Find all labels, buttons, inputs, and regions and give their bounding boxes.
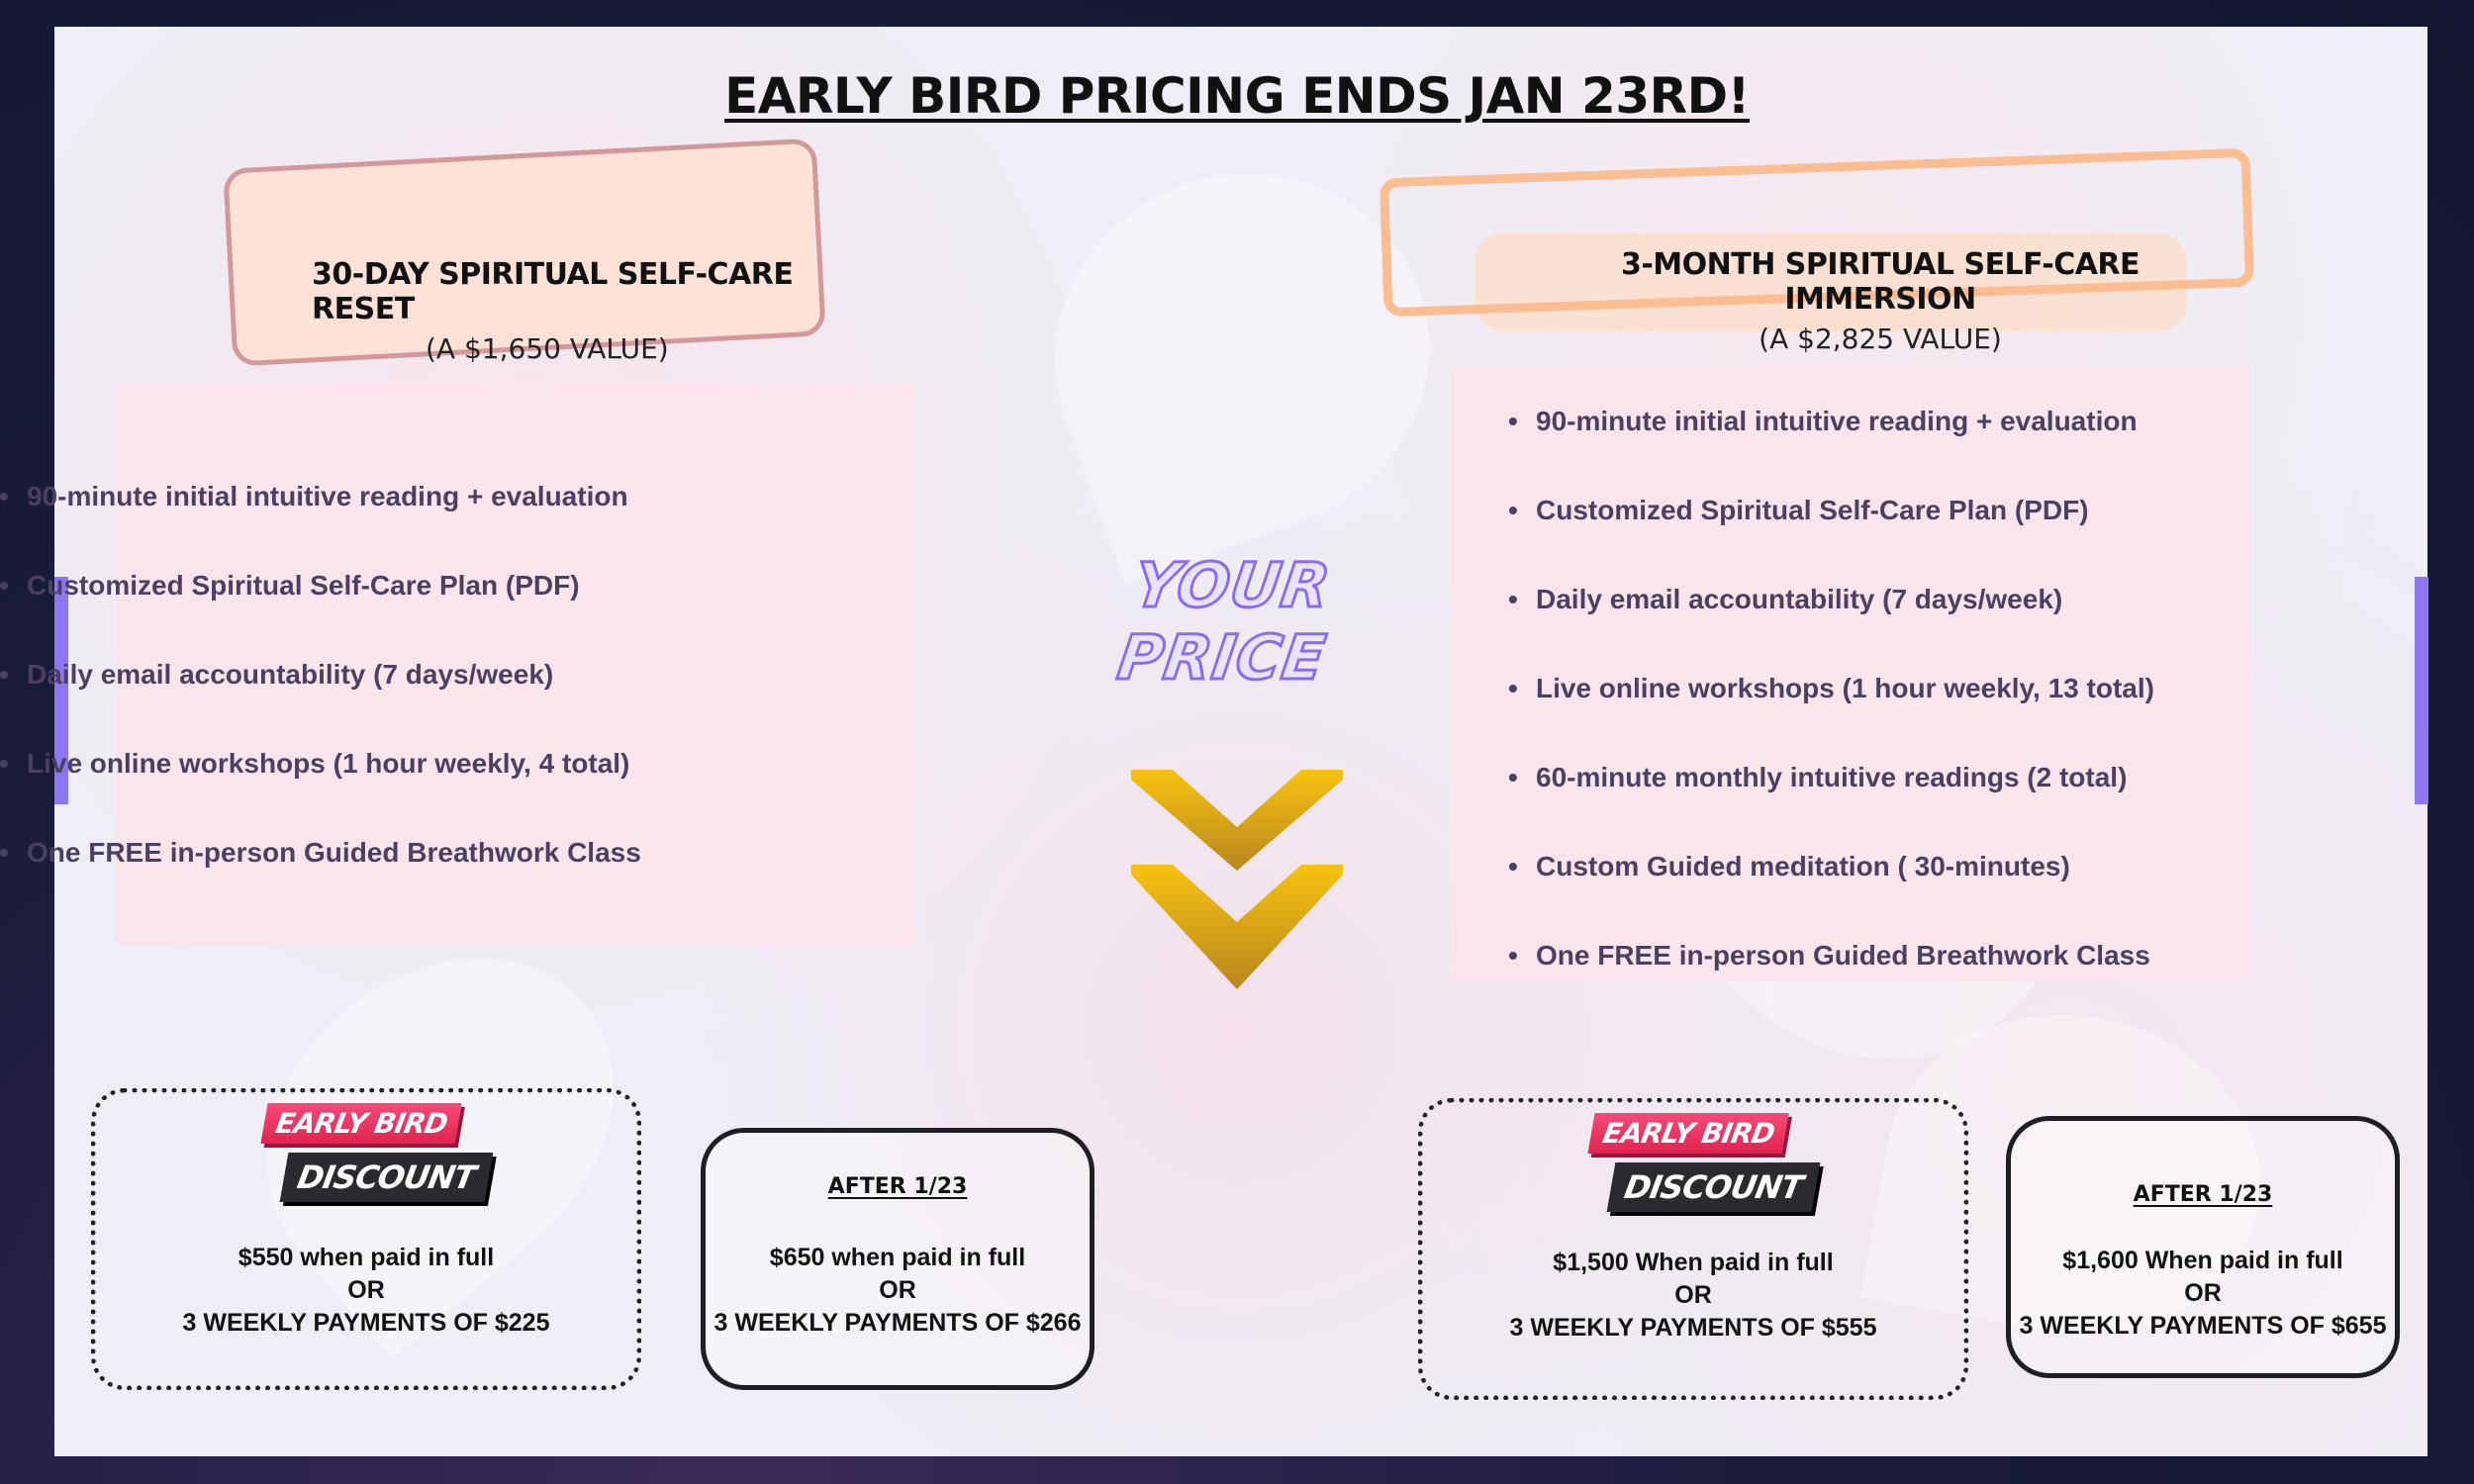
badge-discount: DISCOUNT xyxy=(1607,1162,1821,1212)
price-or: OR xyxy=(2184,1279,2222,1307)
immersion-title: 3-MONTH SPIRITUAL SELF-CARE IMMERSION xyxy=(1620,247,2141,317)
reset-title-block xyxy=(312,257,866,365)
badge-discount: DISCOUNT xyxy=(280,1153,494,1202)
immersion-regular-price xyxy=(2006,1116,2400,1378)
price-installments: 3 WEEKLY PAYMENTS OF $655 xyxy=(2019,1312,2387,1340)
price-details xyxy=(96,1242,636,1340)
price-installments: 3 WEEKLY PAYMENTS OF $225 xyxy=(182,1309,550,1337)
immersion-features-box xyxy=(1452,366,2250,981)
price-full: $650 when paid in full xyxy=(769,1244,1026,1271)
price-details xyxy=(1423,1247,1963,1345)
badge-early-bird: EARLY BIRD xyxy=(1587,1113,1789,1154)
list-item: • Customized Spiritual Self-Care Plan (PDF) xyxy=(1508,493,2154,582)
immersion-early-bird-price xyxy=(1418,1098,1968,1400)
list-item: • Live online workshops (1 hour weekly, 13 total) xyxy=(1508,671,2154,760)
list-item: • 60-minute monthly intuitive readings (2 total) xyxy=(1508,760,2154,849)
after-date-label: AFTER 1/23 xyxy=(827,1174,968,1199)
reset-early-bird-price xyxy=(91,1088,641,1390)
price-details xyxy=(2011,1245,2395,1343)
list-item: • Custom Guided meditation ( 30-minutes) xyxy=(1508,849,2154,938)
immersion-title-block xyxy=(1524,247,2236,355)
list-item: • Daily email accountability (7 days/week) xyxy=(1508,582,2154,671)
your-price-label: YOUR PRICE xyxy=(1113,549,1335,694)
list-item: • One FREE in-person Guided Breathwork Class xyxy=(1508,938,2154,1027)
price-or: OR xyxy=(1674,1281,1712,1309)
list-item: • One FREE in-person Guided Breathwork Class xyxy=(0,835,641,924)
after-date-label: AFTER 1/23 xyxy=(2133,1182,2273,1207)
list-item: • 90-minute initial intuitive reading + evaluation xyxy=(1508,404,2154,493)
list-item: • Daily email accountability (7 days/week) xyxy=(0,657,641,746)
list-item: • Live online workshops (1 hour weekly, 4 total) xyxy=(0,746,641,835)
double-chevron-down-icon xyxy=(1131,770,1343,989)
price-installments: 3 WEEKLY PAYMENTS OF $266 xyxy=(714,1309,1082,1337)
right-accent-bar xyxy=(2415,577,2428,804)
immersion-features-list xyxy=(1508,404,2154,1027)
page-headline: EARLY BIRD PRICING ENDS JAN 23RD! xyxy=(724,67,1750,125)
reset-value: (A $1,650 VALUE) xyxy=(426,332,669,365)
immersion-value: (A $2,825 VALUE) xyxy=(1759,323,2002,355)
price-details xyxy=(706,1242,1090,1340)
reset-features-list xyxy=(0,479,641,924)
list-item: • Customized Spiritual Self-Care Plan (PDF) xyxy=(0,568,641,657)
price-installments: 3 WEEKLY PAYMENTS OF $555 xyxy=(1509,1314,1877,1342)
price-full: $1,500 When paid in full xyxy=(1553,1249,1834,1276)
reset-features-box xyxy=(27,384,914,945)
price-full: $550 when paid in full xyxy=(238,1244,495,1271)
list-item: • 90-minute initial intuitive reading + evaluation xyxy=(0,479,641,568)
price-or: OR xyxy=(879,1276,916,1304)
price-full: $1,600 When paid in full xyxy=(2062,1247,2343,1274)
badge-early-bird: EARLY BIRD xyxy=(260,1103,462,1144)
reset-regular-price xyxy=(701,1128,1094,1390)
price-or: OR xyxy=(347,1276,385,1304)
reset-title: 30-DAY SPIRITUAL SELF-CARE RESET xyxy=(312,257,794,326)
